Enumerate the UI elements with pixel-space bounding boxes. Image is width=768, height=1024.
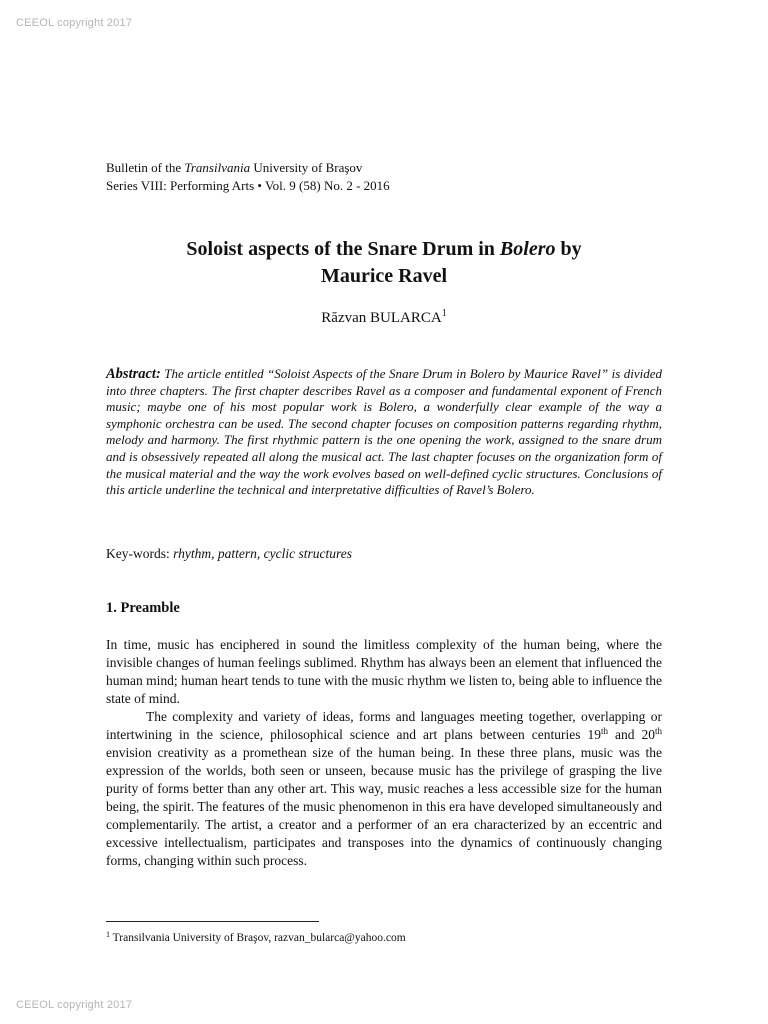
article-title — [106, 236, 662, 290]
para2-sup-2: th — [654, 726, 662, 736]
keywords — [106, 546, 662, 562]
footnote-mark: 1 — [106, 930, 110, 939]
title-line2: Maurice Ravel — [320, 265, 448, 287]
author-name: Răzvan BULARCA — [321, 310, 442, 326]
keywords-label: Key-words: — [106, 546, 174, 561]
journal-header-line1 — [106, 159, 390, 177]
section-heading-preamble: 1. Preamble — [106, 600, 180, 616]
keywords-terms: rhythm, pattern, cyclic structures — [173, 546, 352, 561]
para2-text-a: The complexity and variety of ideas, forms and languages meeting together, overlapping or intertwining in the science, philosophical science and art plans between centuries 19 — [106, 709, 662, 742]
section-body — [106, 636, 662, 870]
footnote-divider — [106, 921, 319, 922]
para2-sup-1: th — [600, 726, 608, 736]
header-italic: Transilvania — [184, 160, 251, 175]
title-part2: by — [555, 238, 582, 260]
title-line1 — [106, 236, 662, 263]
abstract-text: The article entitled “Soloist Aspects of the Snare Drum in Bolero by Maurice Ravel” is divided into three chapters. The first chapter describes Ravel as a composer and fundamental exponent of French music; maybe one of his most popular work is Bolero, a wonderfully clear example of the way a symphonic orchestra can be used. The second chapter focuses on composition patterns regarding rhythm, melody and harmony. The first rhythmic pattern is the one opening the work, assigned to the snare drum and is obsessively repeated all along the musical act. The last chapter focuses on the organization form of the musical material and the way the work evolves based on well-defined cyclic structures. Conclusions of this article underline the technical and interpretative difficulties of Ravel’s Bolero. — [106, 366, 662, 498]
paragraph-1: In time, music has enciphered in sound the limitless complexity of the human being, where the invisible changes of human feelings sublimed. Rhythm has always been an element that influenced the human mind; human heart tends to tune with the music rhythm we listen to, being able to influence the state of mind. — [106, 637, 662, 706]
watermark-top: CEEOL copyright 2017 — [16, 17, 133, 29]
journal-header — [106, 159, 390, 195]
para2-text-c: envision creativity as a promethean size of the human being. In these three plans, music was the expression of the worlds, both seen or unseen, because music has the privilege of grasping the live purity of forms better than any other art. This way, music reaches a less accessible size for the human being, the spirit. The features of the music phenomenon in this era have developed simultaneously and complementarily. The artist, a creator and a performer of an era characterized by an eccentric and excessive intellectualism, participates and transposes into the dynamics of continuously changing forms, changing within such process. — [106, 745, 662, 868]
author-footnote-mark: 1 — [441, 308, 447, 319]
journal-header-line2: Series VIII: Performing Arts • Vol. 9 (58) No. 2 - 2016 — [106, 178, 390, 193]
header-suffix: University of Braşov — [250, 160, 363, 175]
footnote-text: Transilvania University of Braşov, razvan_bularca@yahoo.com — [110, 932, 406, 944]
title-part1: Soloist aspects of the Snare Drum in — [186, 238, 500, 260]
footnote — [106, 930, 406, 944]
abstract-label: Abstract: — [106, 366, 161, 382]
para2-text-b: and 20 — [607, 727, 655, 742]
title-italic: Bolero — [499, 238, 556, 260]
paragraph-2 — [106, 708, 662, 870]
watermark-bottom: CEEOL copyright 2017 — [16, 999, 133, 1011]
author — [106, 308, 662, 327]
header-prefix: Bulletin of the — [106, 160, 185, 175]
abstract — [106, 366, 662, 499]
